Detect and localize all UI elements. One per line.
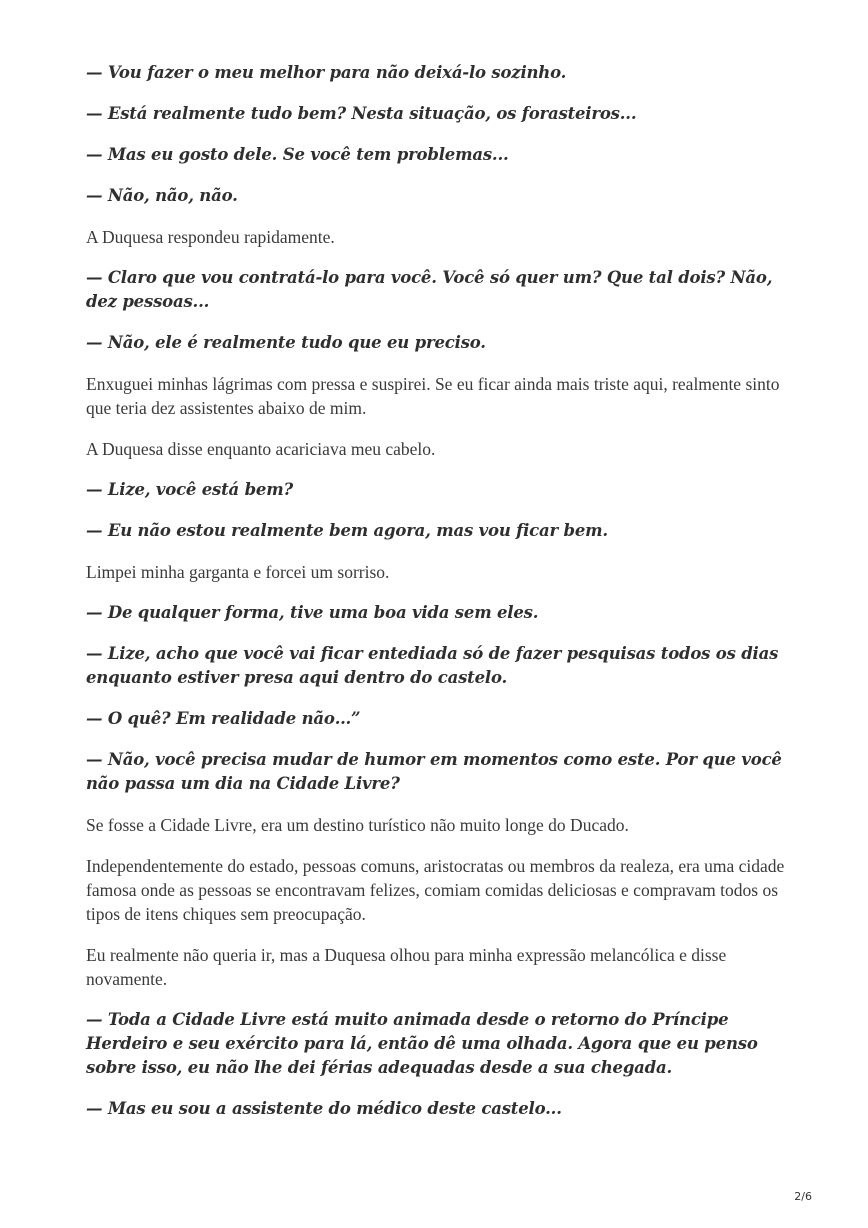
dialogue-paragraph: — O quê? Em realidade não…”	[86, 709, 361, 728]
narration-paragraph: Se fosse a Cidade Livre, era um destino turístico não muito longe do Ducado.	[86, 815, 629, 835]
dialogue-paragraph: — Claro que vou contratá-lo para você. Você só quer um? Que tal dois? Não, dez pessoas...	[86, 268, 773, 311]
narration-paragraph: A Duquesa disse enquanto acariciava meu cabelo.	[86, 439, 436, 459]
dialogue-paragraph: — Mas eu sou a assistente do médico deste castelo...	[86, 1099, 562, 1118]
dialogue-paragraph: — Eu não estou realmente bem agora, mas vou ficar bem.	[86, 521, 608, 540]
narration-paragraph: Limpei minha garganta e forcei um sorriso.	[86, 562, 390, 582]
narration-paragraph: Enxuguei minhas lágrimas com pressa e suspirei. Se eu ficar ainda mais triste aqui, realmente sinto que teria dez assistentes abaixo de mim.	[86, 374, 780, 418]
dialogue-paragraph: — Está realmente tudo bem? Nesta situação, os forasteiros...	[86, 104, 637, 123]
dialogue-paragraph: — Lize, você está bem?	[86, 480, 293, 499]
dialogue-paragraph: — Não, ele é realmente tudo que eu preciso.	[86, 333, 486, 352]
dialogue-paragraph: — Lize, acho que você vai ficar entediada só de fazer pesquisas todos os dias enquanto estiver presa aqui dentro do castelo.	[86, 644, 779, 687]
dialogue-paragraph: — Vou fazer o meu melhor para não deixá-lo sozinho.	[86, 63, 567, 82]
page-number: 2/6	[794, 1190, 812, 1203]
dialogue-paragraph: — De qualquer forma, tive uma boa vida sem eles.	[86, 603, 539, 622]
dialogue-paragraph: — Mas eu gosto dele. Se você tem problemas...	[86, 145, 509, 164]
dialogue-paragraph: — Toda a Cidade Livre está muito animada desde o retorno do Príncipe Herdeiro e seu exército para lá, então dê uma olhada. Agora que eu penso sobre isso, eu não lhe dei férias adequadas desde a sua chegada.	[86, 1010, 758, 1077]
page-body	[86, 61, 786, 1138]
dialogue-paragraph: — Não, não, não.	[86, 186, 238, 205]
narration-paragraph: Eu realmente não queria ir, mas a Duquesa olhou para minha expressão melancólica e disse novamente.	[86, 945, 727, 989]
narration-paragraph: A Duquesa respondeu rapidamente.	[86, 227, 335, 247]
narration-paragraph: Independentemente do estado, pessoas comuns, aristocratas ou membros da realeza, era uma cidade famosa onde as pessoas se encontravam felizes, comiam comidas deliciosas e compravam todos os tipos de itens chiques sem preocupação.	[86, 856, 785, 924]
dialogue-paragraph: — Não, você precisa mudar de humor em momentos como este. Por que você não passa um dia na Cidade Livre?	[86, 750, 782, 793]
